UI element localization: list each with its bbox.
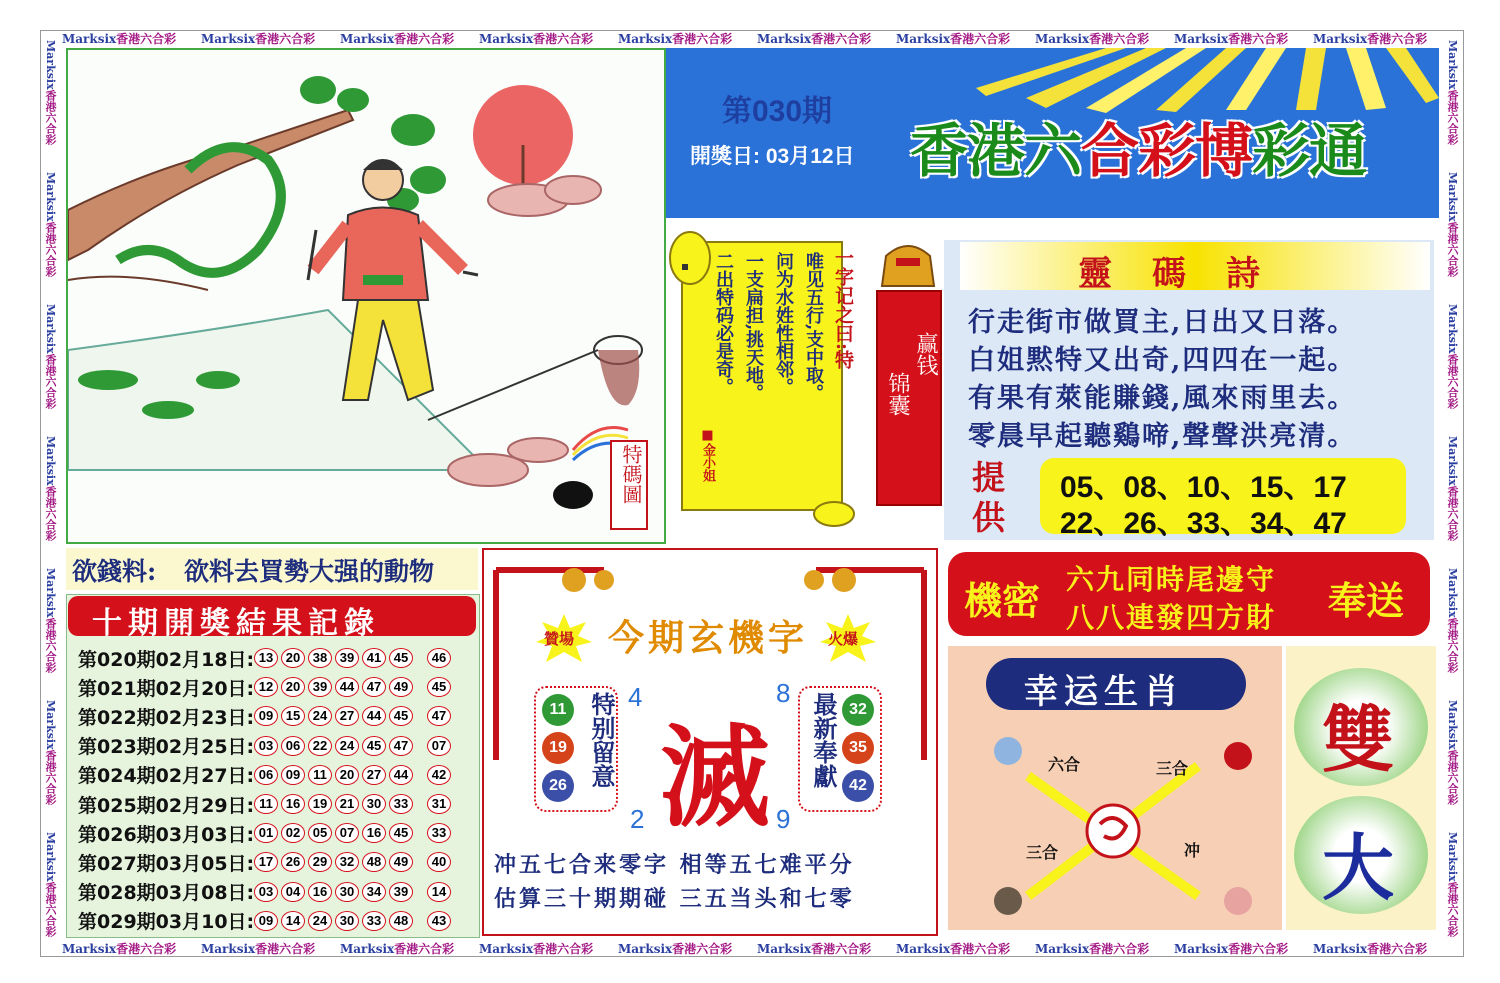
mystery-ball: 42 [842, 770, 874, 802]
record-label: 第029期03月10日: [78, 911, 255, 934]
brand-char: 彩 [1138, 119, 1196, 184]
lucky-title-pill [986, 658, 1246, 710]
record-ball: 11 [254, 794, 278, 814]
mystery-ball: 26 [542, 770, 574, 802]
record-ball: 48 [389, 911, 413, 931]
mystery-word-title: 今期玄機字 [608, 617, 809, 659]
record-ball: 49 [389, 852, 413, 872]
scroll-line: 二出特码必是奇。 [713, 252, 734, 396]
jinnang-box [876, 290, 942, 506]
money-hint-text: 欲料去買勢大强的動物 [184, 557, 435, 586]
watermark-item: Marksix香港六合彩 [1035, 942, 1150, 956]
record-row [78, 790, 454, 818]
watermark-item: Marksix香港六合彩 [757, 32, 872, 46]
issue-number: 第030期 [722, 95, 833, 128]
record-ball: 11 [308, 765, 332, 785]
provide-label: 提供 [972, 458, 1005, 537]
record-special-ball: 46 [427, 648, 451, 668]
watermark-item: Marksix香港六合彩 [1446, 436, 1459, 541]
double-big-panel [1286, 646, 1436, 930]
record-ball: 21 [335, 794, 359, 814]
scroll-author: ■金小姐 [700, 428, 715, 482]
poem-title: 靈碼詩 [1078, 254, 1300, 294]
zodiac-label: 冲 [1184, 841, 1201, 860]
record-ball: 04 [281, 882, 305, 902]
mystery-word: 滅 [660, 713, 770, 842]
record-row [78, 819, 454, 847]
record-ball: 20 [335, 765, 359, 785]
record-ball: 39 [389, 882, 413, 902]
record-ball: 48 [362, 852, 386, 872]
record-special-ball: 33 [427, 823, 451, 843]
record-ball: 29 [308, 852, 332, 872]
record-ball: 06 [254, 765, 278, 785]
poem-line: 有果有萊能賺錢,風來雨里去。 [968, 383, 1357, 414]
watermark-bottom [62, 940, 1452, 957]
record-ball: 14 [281, 911, 305, 931]
zodiac-label: 三合 [1156, 759, 1189, 778]
jinnang-left: 锦囊 [885, 372, 910, 416]
record-label: 第024期02月27日: [78, 765, 255, 788]
secret-line-1: 六九同時尾邊守 [1066, 563, 1277, 596]
numbers-line-1: 05、08、10、15、17 [1060, 471, 1347, 504]
jinnang-right: 赢钱 [913, 332, 938, 376]
watermark-item: Marksix香港六合彩 [1446, 40, 1459, 145]
record-ball: 45 [362, 736, 386, 756]
record-ball: 30 [362, 794, 386, 814]
record-row [78, 732, 454, 760]
watermark-item: Marksix香港六合彩 [62, 942, 177, 956]
watermark-item: Marksix香港六合彩 [44, 436, 57, 541]
record-ball: 24 [308, 911, 332, 931]
lucky-title: 幸运生肖 [1024, 672, 1184, 712]
draw-date-label: 開獎日: [690, 145, 760, 168]
records-title-bar [68, 596, 476, 641]
record-row [78, 907, 454, 935]
record-ball: 30 [335, 882, 359, 902]
watermark-item: Marksix香港六合彩 [44, 40, 57, 145]
watermark-item: Marksix香港六合彩 [340, 942, 455, 956]
record-ball: 16 [281, 794, 305, 814]
poem-line: 零晨早起聽鷄啼,聲聲洪亮清。 [968, 421, 1357, 452]
record-ball: 47 [389, 736, 413, 756]
draw-date [690, 140, 855, 170]
record-ball: 09 [281, 765, 305, 785]
scroll-line: 问为水姓性相邻。 [773, 252, 794, 396]
mystery-ball: 19 [542, 732, 574, 764]
brand-char: 彩 [1252, 119, 1310, 184]
digit: 9 [776, 804, 791, 834]
watermark-item: Marksix香港六合彩 [896, 32, 1011, 46]
badge-right [820, 614, 876, 662]
scroll-line: 一支扁担,挑天地。 [743, 252, 764, 403]
record-ball: 20 [281, 648, 305, 668]
brand-char: 合 [1081, 119, 1139, 184]
record-ball: 44 [362, 706, 386, 726]
watermark-item: Marksix香港六合彩 [201, 942, 316, 956]
poem-title-bar [960, 242, 1430, 294]
watermark-item: Marksix香港六合彩 [1446, 304, 1459, 409]
mystery-ball: 11 [542, 694, 574, 726]
record-row [78, 878, 454, 906]
numbers-line-2: 22、26、33、34、47 [1060, 507, 1347, 540]
mystery-verse-line: 冲五七合来零字 相等五七难平分 [494, 852, 855, 878]
mystery-verse-line: 估算三十期期碰 三五当头和七零 [494, 886, 855, 912]
record-ball: 22 [308, 736, 332, 756]
record-special-ball: 42 [427, 765, 451, 785]
record-ball: 33 [362, 911, 386, 931]
record-ball: 16 [308, 882, 332, 902]
man-with-snake-illustration [68, 50, 664, 542]
record-ball: 07 [335, 823, 359, 843]
stamp-text: 特碼圖 [619, 444, 643, 504]
record-ball: 15 [281, 706, 305, 726]
watermark-item: Marksix香港六合彩 [62, 32, 177, 46]
record-row [78, 644, 454, 672]
right-note: 最新奉獻 [809, 692, 838, 788]
watermark-left [42, 40, 58, 964]
bag-icon [876, 236, 940, 292]
record-ball: 49 [389, 677, 413, 697]
watermark-item: Marksix香港六合彩 [1174, 942, 1289, 956]
watermark-item: Marksix香港六合彩 [1313, 942, 1428, 956]
watermark-item: Marksix香港六合彩 [479, 32, 594, 46]
brand-char: 通 [1309, 119, 1367, 184]
badge-right-text: 火爆 [828, 630, 859, 648]
record-ball: 16 [362, 823, 386, 843]
zodiac-label: 六合 [1048, 755, 1081, 774]
record-ball: 20 [281, 677, 305, 697]
record-ball: 26 [281, 852, 305, 872]
brand-char: 博 [1195, 119, 1253, 184]
watermark-item: Marksix香港六合彩 [44, 700, 57, 805]
record-ball: 45 [389, 648, 413, 668]
mystery-ball: 35 [842, 732, 874, 764]
watermark-top [62, 30, 1452, 47]
record-special-ball: 40 [427, 852, 451, 872]
watermark-item: Marksix香港六合彩 [618, 32, 733, 46]
record-ball: 02 [281, 823, 305, 843]
watermark-item: Marksix香港六合彩 [479, 942, 594, 956]
record-label: 第028期03月08日: [78, 882, 255, 905]
record-ball: 30 [335, 911, 359, 931]
stamp-box [610, 440, 648, 530]
provided-numbers [1040, 458, 1406, 540]
record-row [78, 673, 454, 701]
secret-panel [948, 552, 1430, 636]
record-ball: 39 [335, 648, 359, 668]
badge-left [536, 614, 592, 662]
double-circle [1294, 668, 1428, 786]
illustration-panel [66, 48, 666, 544]
digit: 2 [630, 804, 645, 834]
watermark-item: Marksix香港六合彩 [44, 172, 57, 277]
record-ball: 03 [254, 882, 278, 902]
brand-title [910, 104, 1366, 188]
record-ball: 38 [308, 648, 332, 668]
record-ball: 13 [254, 648, 278, 668]
poem-line: 白姐黙特又出奇,四四在一起。 [968, 345, 1357, 376]
scroll-panel [662, 228, 862, 528]
record-ball: 27 [335, 706, 359, 726]
money-hint-label: 欲錢料: [72, 557, 157, 586]
watermark-right [1444, 40, 1460, 964]
big-circle [1294, 796, 1428, 914]
record-ball: 34 [362, 882, 386, 902]
watermark-item: Marksix香港六合彩 [1446, 832, 1459, 937]
record-ball: 17 [254, 852, 278, 872]
record-ball: 09 [254, 911, 278, 931]
record-ball: 01 [254, 823, 278, 843]
records-title: 十期開獎結果記錄 [92, 606, 380, 641]
secret-line-2: 八八連發四方財 [1066, 601, 1277, 634]
record-label: 第022期02月23日: [78, 706, 255, 729]
record-special-ball: 43 [427, 911, 451, 931]
digit: 4 [628, 682, 643, 712]
secret-right: 奉送 [1328, 578, 1405, 623]
record-row [78, 848, 454, 876]
left-note: 特别留意 [587, 692, 616, 788]
big-char: 大 [1322, 825, 1395, 910]
watermark-item: Marksix香港六合彩 [1446, 172, 1459, 277]
record-special-ball: 47 [427, 706, 451, 726]
scroll-red-title: 一字记之曰:特 [832, 248, 854, 370]
record-row [78, 702, 454, 730]
record-ball: 05 [308, 823, 332, 843]
record-label: 第023期02月25日: [78, 736, 255, 759]
draw-date-value: 03月12日 [765, 145, 855, 168]
record-ball: 47 [362, 677, 386, 697]
record-ball: 33 [389, 794, 413, 814]
record-ball: 19 [308, 794, 332, 814]
brand-char: 港 [967, 119, 1025, 184]
scroll-lines [712, 252, 824, 402]
zodiac-cross-diagram [948, 716, 1282, 930]
zodiac-label: 三合 [1026, 843, 1059, 862]
record-label: 第021期02月20日: [78, 677, 255, 700]
record-ball: 45 [389, 706, 413, 726]
watermark-item: Marksix香港六合彩 [44, 832, 57, 937]
watermark-item: Marksix香港六合彩 [44, 568, 57, 673]
record-special-ball: 14 [427, 882, 451, 902]
record-row [78, 761, 454, 789]
record-special-ball: 31 [427, 794, 451, 814]
record-ball: 39 [308, 677, 332, 697]
record-ball: 44 [389, 765, 413, 785]
double-char: 雙 [1322, 697, 1395, 782]
watermark-item: Marksix香港六合彩 [757, 942, 872, 956]
record-ball: 12 [254, 677, 278, 697]
record-label: 第027期03月05日: [78, 852, 255, 875]
watermark-item: Marksix香港六合彩 [201, 32, 316, 46]
record-ball: 24 [308, 706, 332, 726]
poem-line: 行走街市做買主,日出又日落。 [968, 307, 1357, 338]
watermark-item: Marksix香港六合彩 [340, 32, 455, 46]
record-ball: 06 [281, 736, 305, 756]
badge-left-text: 贊場 [544, 630, 575, 648]
record-ball: 45 [389, 823, 413, 843]
record-ball: 27 [362, 765, 386, 785]
brand-char: 六 [1024, 119, 1082, 184]
watermark-item: Marksix香港六合彩 [44, 304, 57, 409]
digit: 8 [776, 678, 791, 708]
record-label: 第025期02月29日: [78, 794, 255, 817]
watermark-item: Marksix香港六合彩 [618, 942, 733, 956]
record-ball: 44 [335, 677, 359, 697]
watermark-item: Marksix香港六合彩 [1174, 32, 1289, 46]
watermark-item: Marksix香港六合彩 [896, 942, 1011, 956]
secret-left: 機密 [964, 578, 1041, 623]
watermark-item: Marksix香港六合彩 [1313, 32, 1428, 46]
watermark-item: Marksix香港六合彩 [1446, 568, 1459, 673]
record-ball: 09 [254, 706, 278, 726]
brand-char: 香 [910, 119, 968, 184]
money-hint-bar [66, 548, 478, 590]
record-special-ball: 07 [427, 736, 451, 756]
record-ball: 32 [335, 852, 359, 872]
record-ball: 03 [254, 736, 278, 756]
record-label: 第026期03月03日: [78, 823, 255, 846]
record-label: 第020期02月18日: [78, 648, 255, 671]
scroll-line: 唯见五行,支中取。 [803, 252, 824, 403]
record-ball: 24 [335, 736, 359, 756]
mystery-ball: 32 [842, 694, 874, 726]
watermark-item: Marksix香港六合彩 [1035, 32, 1150, 46]
watermark-item: Marksix香港六合彩 [1446, 700, 1459, 805]
record-ball: 41 [362, 648, 386, 668]
lucky-zodiac-panel [948, 646, 1282, 930]
record-special-ball: 45 [427, 677, 451, 697]
